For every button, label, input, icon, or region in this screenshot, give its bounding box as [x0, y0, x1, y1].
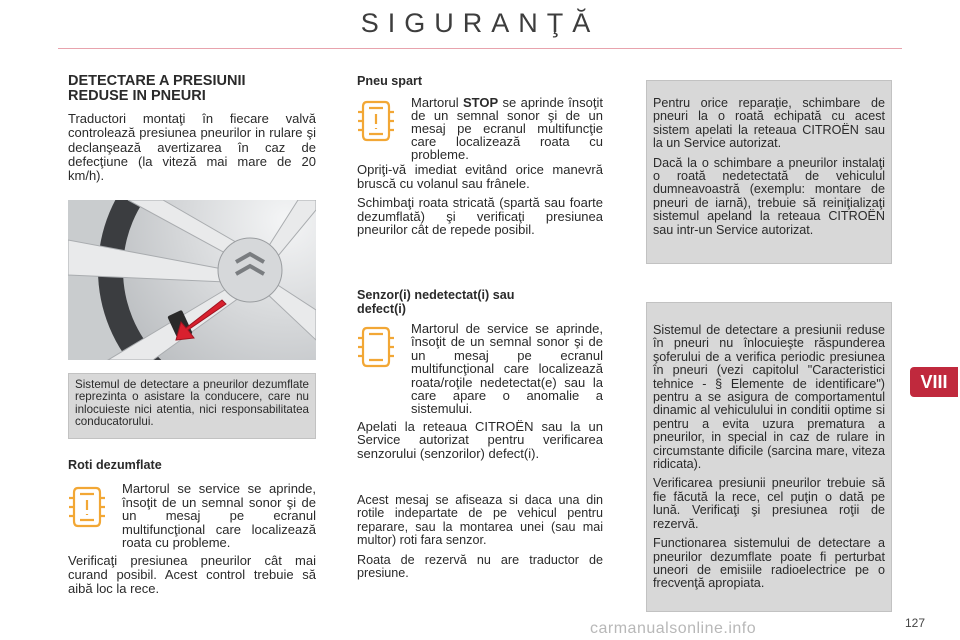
deflated-block	[68, 482, 316, 550]
sensor-section	[357, 288, 603, 467]
sensor-text: Martorul de service se aprinde, însoţit de un semnal sonor şi de un mesaj pe ecranul multifuncţional care localizează roata/roţile nedetectat(e) sau la care apare o anomalie a sistemului.	[411, 321, 603, 417]
deflated-section	[68, 458, 316, 602]
spare-p1: Acest mesaj se afiseaza si daca una din rotile indepartate de pe vehicul pentru reparare, sau la montarea unei (sau mai multor) roti fara senzor.	[357, 493, 603, 548]
punctured-text-post: se aprinde însoţit de un semnal sonor şi de un mesaj pe ecranul multifuncţie care localizează roata cu probleme.	[411, 95, 603, 162]
driver-assist-note-box	[68, 373, 316, 439]
spare-section	[357, 494, 603, 586]
note-text: Sistemul de detectare a pneurilor dezumflate reprezinta o asistare la conducere, care nu inlocuieste nici atentia, nici responsabilitatea conducatorului.	[75, 378, 309, 429]
stop-label: STOP	[463, 95, 499, 110]
chapter-tab[interactable]: VIII	[910, 367, 958, 397]
deflated-text: Martorul se service se aprinde, însoţit de un semnal sonor şi de un mesaj pe ecranul multifuncţional care localizează roata cu probleme.	[122, 481, 316, 551]
deflated-text-2: Verificaţi presiunea pneurilor cât mai curand posibil. Acest control trebuie să aibă loc la rece.	[68, 552, 316, 596]
spare-p2: Roata de rezervă nu are traductor de presiune.	[357, 552, 603, 581]
punctured-text-pre: Martorul	[411, 95, 464, 110]
title-divider	[58, 48, 902, 49]
page-number: 127	[905, 616, 926, 630]
tire-pressure-warning-icon	[357, 98, 395, 144]
punctured-p3: Schimbaţi roata stricată (spartă sau foarte dezumflată) şi verificaţi presiunea pneurilor cât de repede posibil.	[357, 195, 603, 238]
repair-p2: Dacă la o schimbare a pneurilor instalaţi o roată nedetectată de vehiculul dumneavoastră (exemplu: montare de pneuri de iarnă), trebuie să reiniţializaţi sistemul apeland la reteaua CITROËN sau intr-un Service autorizat.	[653, 155, 885, 237]
intro-paragraph: Traductori montaţi în fiecare valvă controlează presiunea pneurilor in rulare şi declanşează avertizarea în caz de defecţiune (la viteză mai mare de 20 km/h).	[68, 111, 316, 184]
tire-pressure-warning-icon	[357, 324, 395, 370]
section-heading: DETECTARE A PRESIUNII REDUSE IN PNEURI	[68, 73, 246, 104]
page-title: SIGURANŢĂ	[360, 8, 600, 38]
punctured-title: Pneu spart	[357, 74, 423, 88]
repair-info-box	[646, 80, 892, 264]
system-p3: Functionarea sistemului de detectare a pneurilor dezumflate poate fi perturbat uneori de emisiile radioelectrice pe o frecvenţă apropiata.	[653, 536, 885, 591]
system-p2: Verificarea presiunii pneurilor trebuie să fie făcută la rece, cel puţin o dată pe lună. Verificaţi şi presiunea roţii de rezervă.	[653, 476, 885, 531]
sensor-p2: Apelati la reteaua CITROËN sau la un Service autorizat pentru verificarea senzorului (senzorilor) defect(i).	[357, 418, 603, 462]
watermark: carmanualsonline.info	[590, 620, 757, 637]
system-p1: Sistemul de detectare a presiunii reduse în pneuri nu înlocuieşte răspunderea şoferului de a verifica periodic presiunea în pneuri (vezi capitolul "Caracteristici tehnice - § Elemente de identificare") pentru a se asigura de comportamentul dinamic al vehiculului in conditii optime si pentru a evita uzura prematura a pneurilor, in special in caz de rulare in circumstante dificile (sarcina mare, viteza ridicata).	[653, 323, 885, 472]
punctured-p2: Opriţi-vă imediat evitând orice manevră bruscă cu volanul sau frânele.	[357, 162, 603, 191]
deflated-title: Roti dezumflate	[68, 458, 162, 472]
column-middle	[357, 74, 603, 243]
column-left	[68, 74, 316, 189]
sensor-block	[357, 322, 603, 416]
wheel-valve-photo	[68, 200, 316, 360]
sensor-title: Senzor(i) nedetectat(i) sau defect(i)	[357, 288, 515, 316]
punctured-block	[357, 96, 603, 161]
system-info-box	[646, 302, 892, 612]
repair-p1: Pentru orice reparaţie, schimbare de pneuri la o roată echipată cu acest sistem apelati la reteaua CITROËN sau la un Service autorizat.	[653, 96, 885, 151]
tire-pressure-warning-icon	[68, 484, 106, 530]
